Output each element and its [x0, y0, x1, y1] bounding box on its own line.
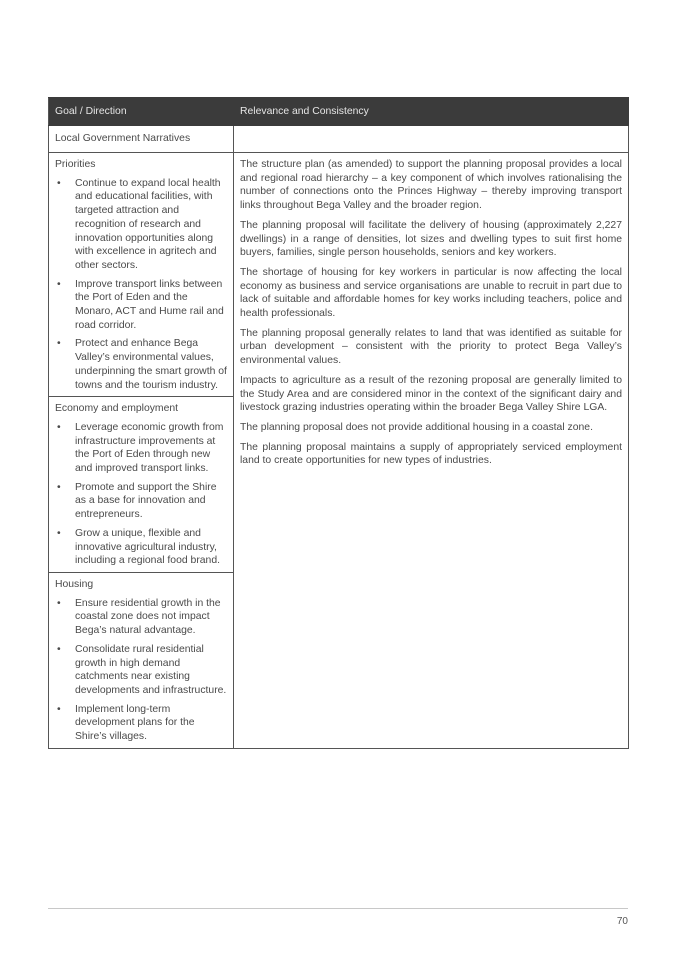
list-item-text: Continue to expand local health and educational facilities, with targeted attraction and recognition of research and innovation opportunities along with excellence in agritech and other sectors. [75, 177, 221, 271]
relevance-paragraph: The structure plan (as amended) to support the planning proposal provides a local and regional road hierarchy – a key component of which involves rationalising the number of connections onto the Princes Highway – thereby improving transport links throughout Bega Valley and the broader region. [240, 159, 622, 212]
empty-cell [234, 126, 629, 153]
section-cell-economy [49, 397, 234, 573]
list-item-text: Improve transport links between the Port of Eden and the Monaro, ACT and Hume rail and road corridor. [75, 278, 224, 331]
list-item [55, 421, 227, 476]
section-cell-priorities [49, 153, 234, 397]
header-relevance-consistency: Relevance and Consistency [234, 98, 629, 126]
list-item [55, 177, 227, 273]
bullet-icon: • [57, 703, 61, 715]
footer-divider [48, 908, 628, 909]
list-item [55, 527, 227, 568]
relevance-paragraph: The planning proposal maintains a supply of appropriately serviced employment land to create opportunities for new types of industries. [240, 441, 622, 467]
bullet-list [55, 421, 227, 568]
relevance-paragraph: The planning proposal generally relates to land that was identified as suitable for urban development – consistent with the priority to protect Bega Valley’s environmental values. [240, 327, 622, 367]
consistency-table [48, 97, 629, 749]
list-item-text: Grow a unique, flexible and innovative agricultural industry, including a regional food brand. [75, 527, 220, 567]
bullet-icon: • [57, 421, 61, 433]
bullet-icon: • [57, 278, 61, 290]
section-title: Housing [55, 578, 94, 590]
section-cell-housing [49, 572, 234, 748]
list-item-text: Protect and enhance Bega Valley’s environmental values, underpinning the smart growth of towns and the tourism industry. [75, 338, 227, 391]
bullet-icon: • [57, 643, 61, 655]
list-item [55, 481, 227, 522]
group-label-cell: Local Government Narratives [49, 126, 234, 153]
bullet-icon: • [57, 597, 61, 609]
page-number: 70 [616, 916, 628, 927]
table-header-row [49, 98, 629, 126]
list-item [55, 643, 227, 698]
bullet-icon: • [57, 177, 61, 189]
bullet-list [55, 597, 227, 744]
list-item-text: Promote and support the Shire as a base for innovation and entrepreneurs. [75, 481, 217, 521]
relevance-paragraph: The planning proposal will facilitate the delivery of housing (approximately 2,227 dwellings) in a range of densities, lot sizes and dwelling types to suit first home buyers, families, single person households, seniors and key workers. [240, 219, 622, 259]
list-item [55, 337, 227, 392]
relevance-paragraph: The planning proposal does not provide additional housing in a coastal zone. [240, 421, 593, 433]
list-item [55, 278, 227, 333]
section-title: Economy and employment [55, 403, 179, 415]
section-title: Priorities [55, 159, 96, 170]
header-goal-direction: Goal / Direction [49, 98, 234, 126]
relevance-paragraph: The shortage of housing for key workers in particular is now affecting the local economy as business and service organisations are unable to recruit in part due to lack of suitable and affordable homes for key works including teachers, police and health professionals. [240, 266, 622, 320]
list-item-text: Implement long-term development plans for the Shire’s villages. [75, 703, 195, 743]
list-item [55, 703, 227, 744]
bullet-icon: • [57, 481, 61, 493]
list-item [55, 597, 227, 638]
list-item-text: Ensure residential growth in the coastal zone does not impact Bega’s natural advantage. [75, 597, 221, 637]
list-item-text: Consolidate rural residential growth in high demand catchments near existing developments and infrastructure. [75, 643, 227, 696]
bullet-icon: • [57, 527, 61, 539]
relevance-cell [234, 153, 629, 749]
table-row [49, 153, 629, 397]
relevance-paragraph: Impacts to agriculture as a result of the rezoning proposal are generally limited to the Study Area and are considered minor in the context of the significant dairy and livestock grazing industries operating within the broader Bega Valley Shire LGA. [240, 374, 622, 414]
bullet-icon: • [57, 338, 61, 350]
list-item-text: Leverage economic growth from infrastructure improvements at the Port of Eden through new and improved transport links. [75, 421, 224, 475]
bullet-list [55, 177, 227, 393]
table-row [49, 126, 629, 153]
